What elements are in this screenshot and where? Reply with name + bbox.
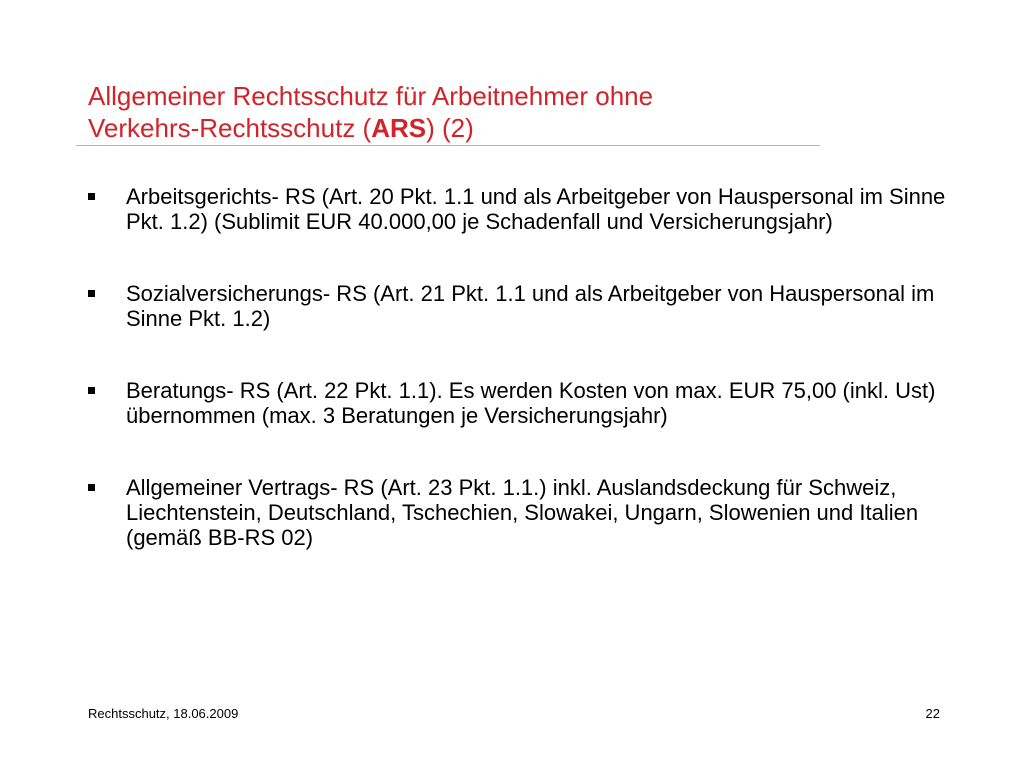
title-divider [76,145,820,146]
bullet-text: Beratungs- RS (Art. 22 Pkt. 1.1). Es werden Kosten von max. EUR 75,00 (inkl. Ust) übernommen (max. 3 Beratungen je Versicherungsjahr) [126,378,936,428]
square-bullet-icon [88,387,95,394]
bullet-text: Arbeitsgerichts- RS (Art. 20 Pkt. 1.1 und als Arbeitgeber von Hauspersonal im Sinne Pkt. 1.2) (Sublimit EUR 40.000,00 je Schadenfall und Versicherungsjahr) [126,184,946,234]
bullet-text: Sozialversicherungs- RS (Art. 21 Pkt. 1.1 und als Arbeitgeber von Hauspersonal im Sinne Pkt. 1.2) [126,281,935,331]
bullet-text: Allgemeiner Vertrags- RS (Art. 23 Pkt. 1.1.) inkl. Auslandsdeckung für Schweiz, Liechtenstein, Deutschland, Tschechien, Slowakei, Ungarn, Slowenien und Italien (gemäß BB-RS 02) [126,475,919,550]
bullet-list [88,184,948,597]
slide-title [88,80,828,144]
square-bullet-icon [88,290,95,297]
slide-title-line2-suffix: ) (2) [426,113,474,143]
square-bullet-icon [88,193,95,200]
bullet-item [88,184,948,234]
page-number: 22 [925,706,940,721]
bullet-item [88,281,948,331]
slide-title-line2-prefix: Verkehrs-Rechtsschutz ( [88,113,372,143]
slide-title-line1: Allgemeiner Rechtsschutz für Arbeitnehmer ohne [88,81,654,111]
footer-label: Rechtsschutz, 18.06.2009 [88,706,239,721]
bullet-item [88,378,948,428]
square-bullet-icon [88,484,95,491]
bullet-item [88,475,948,550]
slide-title-abbreviation: ARS [371,113,427,143]
